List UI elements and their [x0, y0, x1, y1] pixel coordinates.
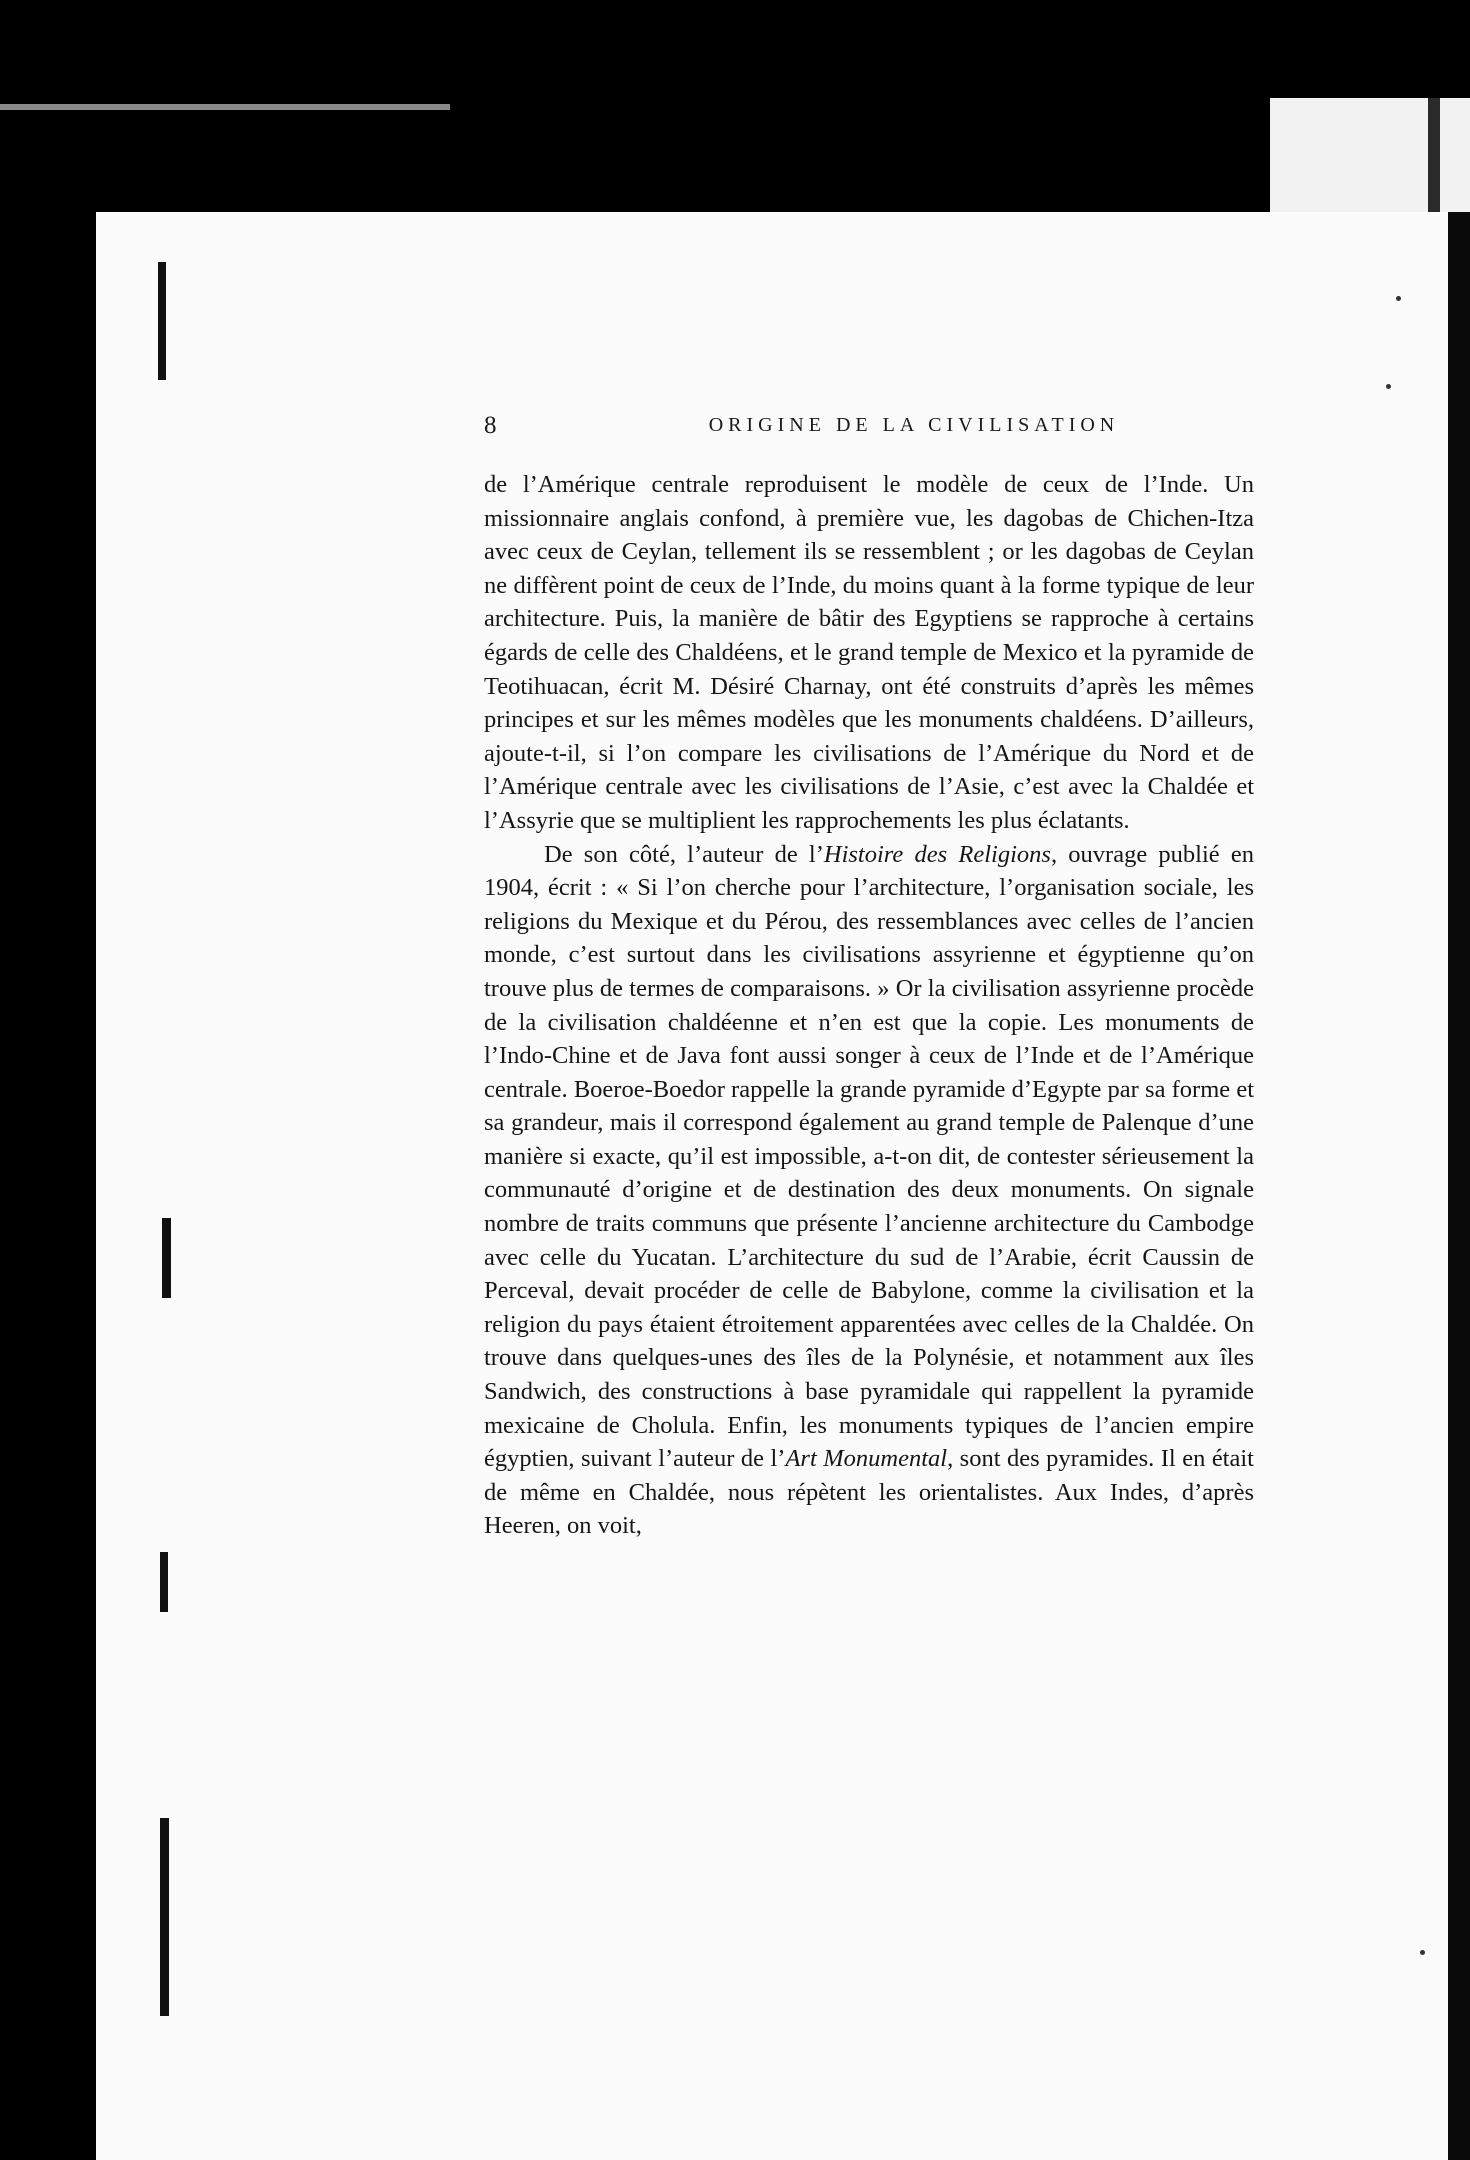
paragraph-1: de l’Amérique centrale reproduisent le modèle de ceux de l’Inde. Un missionnaire anglais confond, à première vue, les dagobas de Chichen-Itza avec ceux de Ceylan, tellement ils se ressemblent ; or les dagobas de Ceylan ne diffèrent point de ceux de l’Inde, du moins quant à la forme typique de leur architecture. Puis, la manière de bâtir des Egyptiens se rapproche à certains égards de celle des Chaldéens, et le grand temple de Mexico et la pyramide de Teotihuacan, écrit M. Désiré Charnay, ont été construits d’après les mêmes principes et sur les mêmes modèles que les monuments chaldéens. D’ailleurs, ajoute-t-il, si l’on compare les civilisations de l’Amérique du Nord et de l’Amérique centrale avec les civilisations de l’Asie, c’est avec la Chaldée et l’Assyrie que se multiplient les rapprochements les plus éclatants.	[484, 471, 1254, 834]
binding-shadow-mark	[160, 1552, 168, 1612]
binding-shadow-mark	[162, 1218, 171, 1298]
page-header	[484, 408, 1242, 448]
speck	[1420, 1950, 1425, 1955]
binding-shadow-mark	[160, 1818, 169, 2016]
paragraph-2-body: , ouvrage publié en 1904, écrit : « Si l’on cherche pour l’architecture, l’organisation sociale, les religions du Mexique et du Pérou, des ressemblances avec celles de l’ancien monde, c’est surtout dans les civilisations assyrienne et égyptienne qu’on trouve plus de termes de comparaisons. » Or la civilisation assyrienne procède de la civilisation chaldéenne et n’en est que la copie. Les monuments de l’Indo-Chine et de Java font aussi songer à ceux de l’Inde et de l’Amérique centrale. Boeroe-Boedor rappelle la grande pyramide d’Egypte par sa forme et sa grandeur, mais il correspond également au grand temple de Palenque d’une manière si exacte, qu’il est impossible, a-t-on dit, de contester sérieusement la communauté d’origine et de destination des deux monuments. On signale nombre de traits communs que présente l’ancienne architecture du Cambodge avec celle du Yucatan. L’architecture du sud de l’Arabie, écrit Caussin de Perceval, devait procéder de celle de Babylone, comme la civilisation et la religion du pays étaient étroitement apparentées avec celles de la Chaldée. On trouve dans quelques-unes des îles de la Polynésie, et notamment aux îles Sandwich, des constructions à base pyramidale qui rappellent la pyramide mexicaine de Cholula. Enfin, les monuments typiques de l’ancien empire égyptien, suivant l’auteur de l’	[484, 840, 1254, 1473]
page-number: 8	[484, 412, 497, 439]
background-sheet-top	[0, 104, 450, 110]
background-sheet-edge	[1428, 98, 1440, 228]
book-title-art-monumental: Art Monumental	[785, 1445, 948, 1473]
speck	[1386, 384, 1391, 389]
paragraph-2-intro: De son côté, l’auteur de l’	[544, 840, 824, 868]
body-text	[484, 468, 1254, 1543]
speck	[1396, 296, 1401, 301]
page-right-border	[1448, 212, 1470, 2160]
running-title: ORIGINE DE LA CIVILISATION	[708, 414, 1120, 436]
paragraph-2	[484, 838, 1254, 1543]
book-title-histoire-des-religions: Histoire des Religions	[823, 840, 1051, 868]
binding-shadow-mark	[158, 262, 166, 380]
paragraph-2-end: , sont des pyramides. Il en était de même en Chaldée, nous répètent les orientalistes. Aux Indes, d’après Heeren, on voit,	[484, 1445, 1254, 1540]
